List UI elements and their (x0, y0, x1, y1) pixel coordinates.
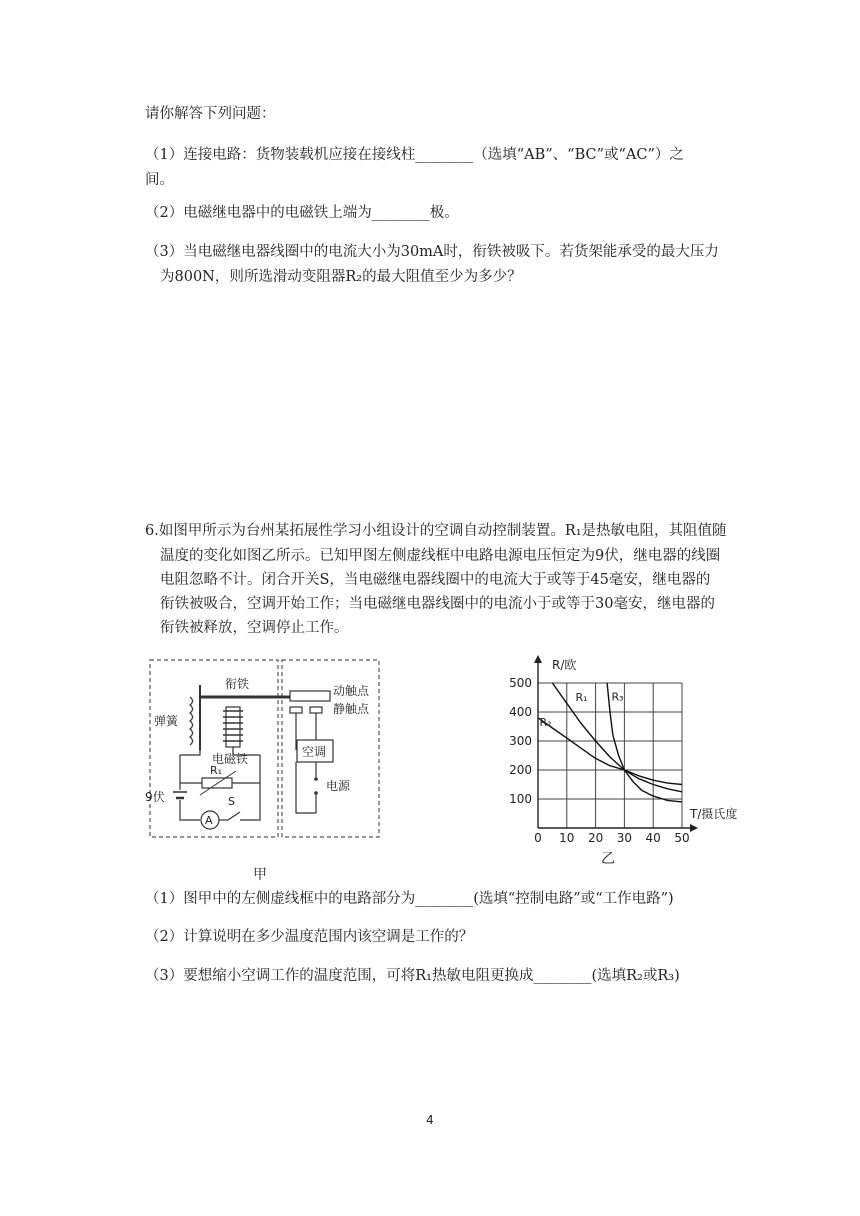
y-axis-arrow (534, 655, 542, 663)
label-ammeter: A (205, 814, 213, 827)
moving-contact (290, 691, 330, 701)
q6-stem-line-1: 6.如图甲所示为台州某拓展性学习小组设计的空调自动控制装置。R₁是热敏电阻，其阻值随 (145, 523, 727, 539)
label-r1: R₁ (210, 764, 223, 777)
x-tick-label: 20 (587, 831, 604, 845)
y-tick-label: 300 (509, 734, 532, 748)
x-axis-label: T/摄氏度 (690, 807, 738, 821)
static-contact-right (310, 707, 322, 713)
y-tick-label: 500 (509, 676, 532, 690)
switch-blade (228, 812, 240, 820)
series-label-r1: R₁ (575, 690, 588, 704)
resistor-r1 (202, 778, 232, 788)
control-circuit-frame (150, 660, 278, 837)
label-air-conditioner: 空调 (302, 745, 327, 759)
q6-stem-line-2: 温度的变化如图乙所示。已知甲图左侧虚线框中电路电源电压恒定为9伏，继电器的线圈 (160, 548, 721, 564)
q6-stem-line-5: 衔铁被释放，空调停止工作。 (160, 620, 349, 636)
page-number: 4 (426, 1113, 434, 1127)
q5-sub3-cont: 为800N，则所选滑动变阻器R₂的最大阻值至少为多少？ (160, 269, 522, 285)
series-label-r2: R₂ (539, 715, 552, 729)
label-armature: 衔铁 (225, 677, 250, 691)
q6-sub2: （2）计算说明在多少温度范围内该空调是工作的？ (145, 929, 474, 945)
y-tick-label: 200 (509, 763, 532, 777)
y-tick-label: 400 (509, 705, 532, 719)
q6-sub1: （1）图甲中的左侧虚线框中的电路部分为________(选填“控制电路”或“工作电路”) (145, 891, 674, 907)
x-tick-label: 30 (616, 831, 633, 845)
circuit-diagram-jia (140, 655, 390, 870)
label-electromagnet: 电磁铁 (212, 752, 249, 766)
q5-sub3: （3）当电磁继电器线圈中的电流大小为30mA时，衔铁被吸下。若货架能承受的最大压力 (145, 244, 719, 260)
spring-coil (190, 697, 193, 745)
y-tick-label: 100 (509, 792, 532, 806)
x-tick-label: 50 (674, 831, 690, 845)
label-moving-contact: 动触点 (333, 684, 370, 698)
rt-chart (500, 650, 762, 850)
label-spring: 弹簧 (154, 714, 179, 728)
control-wire-left (180, 750, 200, 820)
figure-jia-caption: 甲 (253, 867, 267, 883)
label-switch: S (228, 795, 235, 808)
q5-sub2: （2）电磁继电器中的电磁铁上端为________极。 (145, 205, 459, 221)
x-tick-label: 0 (534, 831, 542, 845)
q5-sub1-cont: 间。 (145, 172, 174, 188)
intro-text: 请你解答下列问题： (145, 106, 276, 122)
q6-sub3: （3）要想缩小空调工作的温度范围，可将R₁热敏电阻更换成________(选填R₂或R₃) (145, 968, 680, 984)
working-wires-bottom (296, 762, 316, 813)
q6-stem-line-3: 电阻忽略不计。闭合开关S，当电磁继电器线圈中的电流大于或等于45毫安，继电器的 (160, 572, 711, 588)
series-label-r3: R₃ (611, 690, 624, 704)
label-battery: 9伏 (145, 790, 165, 804)
figure-yi-caption: 乙 (601, 851, 615, 867)
static-contact-left (290, 707, 302, 713)
label-power: 电源 (326, 779, 351, 793)
x-tick-label: 40 (645, 831, 661, 845)
x-tick-label: 10 (559, 831, 575, 845)
label-static-contact: 静触点 (333, 702, 370, 716)
power-terminal-top (314, 777, 318, 781)
x-axis-arrow (690, 824, 698, 832)
series-line-2 (538, 715, 682, 785)
q5-sub1: （1）连接电路：货物装载机应接在接线柱________（选填“AB”、“BC”或“AC”）之 (145, 147, 684, 163)
power-terminal-bottom (314, 791, 318, 795)
y-axis-label: R/欧 (552, 658, 577, 672)
q6-stem-line-4: 衔铁被吸合，空调开始工作；当电磁继电器线圈中的电流小于或等于30毫安，继电器的 (160, 596, 715, 612)
